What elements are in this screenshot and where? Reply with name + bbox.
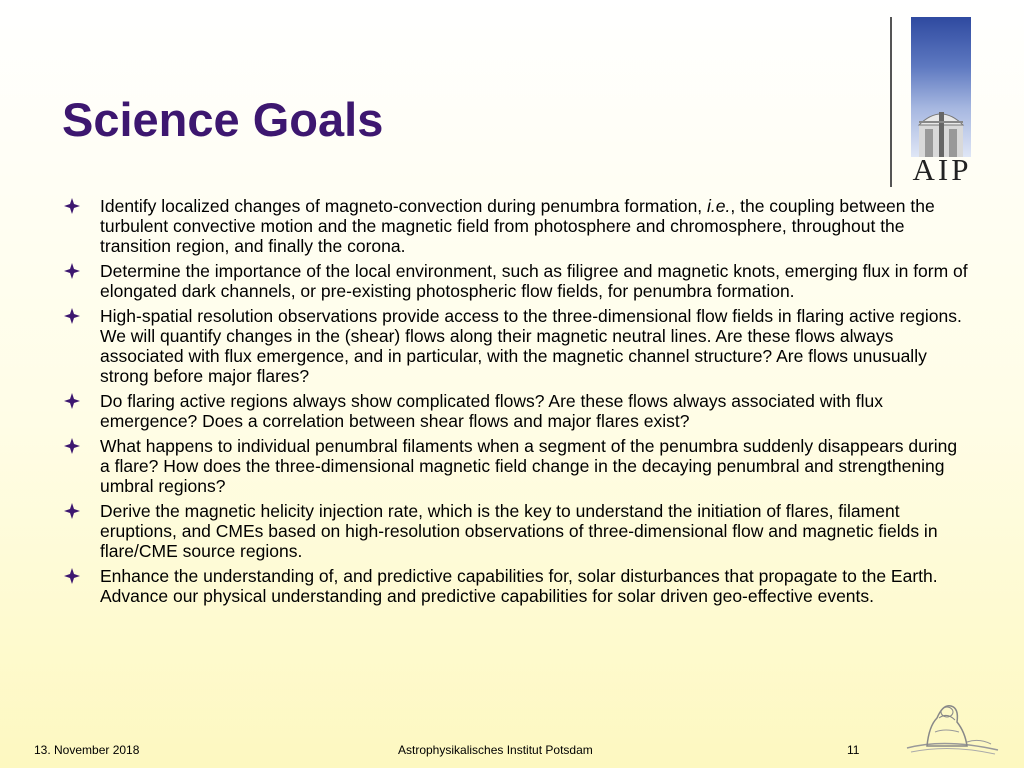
bullet-text: Enhance the understanding of, and predictive capabilities for, solar disturbances that propagate to the Earth. Advance our physical understanding and predictive capabilities for solar driven geo-effective events. bbox=[100, 566, 938, 606]
footer-date: 13. November 2018 bbox=[34, 743, 140, 757]
bullet-text: Do flaring active regions always show complicated flows? Are these flows always associated with flux emergence? Does a correlation between shear flows and major flares exist? bbox=[100, 391, 883, 431]
page-number: 11 bbox=[847, 743, 860, 757]
list-item bbox=[64, 501, 969, 561]
list-item bbox=[64, 566, 969, 606]
einstein-tower-icon bbox=[905, 698, 1000, 756]
list-item bbox=[64, 436, 969, 496]
diamond-bullet-icon bbox=[64, 568, 80, 584]
observatory-dome-icon bbox=[911, 17, 971, 157]
bullet-text-emphasis: i.e. bbox=[707, 196, 731, 216]
list-item bbox=[64, 196, 969, 256]
bullet-text: Derive the magnetic helicity injection rate, which is the key to understand the initiation of flares, filament eruptions, and CMEs based on high-resolution observations of three-dimensional flow and magnetic fields in flare/CME source regions. bbox=[100, 501, 938, 561]
bullet-text: Determine the importance of the local environment, such as filigree and magnetic knots, emerging flux in form of elongated dark channels, or pre-existing photospheric flow fields, for penumbra formation. bbox=[100, 261, 968, 301]
bullet-text: What happens to individual penumbral filaments when a segment of the penumbra suddenly disappears during a flare? How does the three-dimensional magnetic field change in the decaying penumbral and strengthening umbral regions? bbox=[100, 436, 958, 496]
diamond-bullet-icon bbox=[64, 503, 80, 519]
logo-divider bbox=[890, 17, 892, 187]
diamond-bullet-icon bbox=[64, 393, 80, 409]
aip-logo-text: AIP bbox=[912, 152, 972, 187]
aip-logo-graphic bbox=[911, 17, 971, 157]
goals-list bbox=[64, 196, 969, 611]
slide-title: Science Goals bbox=[62, 93, 384, 146]
list-item bbox=[64, 261, 969, 301]
list-item bbox=[64, 391, 969, 431]
footer-institute: Astrophysikalisches Institut Potsdam bbox=[398, 743, 593, 757]
diamond-bullet-icon bbox=[64, 308, 80, 324]
diamond-bullet-icon bbox=[64, 198, 80, 214]
bullet-text: High-spatial resolution observations provide access to the three-dimensional flow fields in flaring active regions. We will quantify changes in the (shear) flows along their magnetic neutral lines. Are these flows always associated with flux emergence, and in particular, with the magnetic channel structure? Are flows unusually strong before major flares? bbox=[100, 306, 962, 386]
bullet-text-part: , the coupling between the turbulent convective motion and the magnetic field from photosphere and chromosphere, throughout the transition region, and finally the corona. bbox=[100, 196, 935, 256]
diamond-bullet-icon bbox=[64, 438, 80, 454]
bullet-text-part: Identify localized changes of magneto-convection during penumbra formation, bbox=[100, 196, 708, 216]
diamond-bullet-icon bbox=[64, 263, 80, 279]
list-item bbox=[64, 306, 969, 386]
